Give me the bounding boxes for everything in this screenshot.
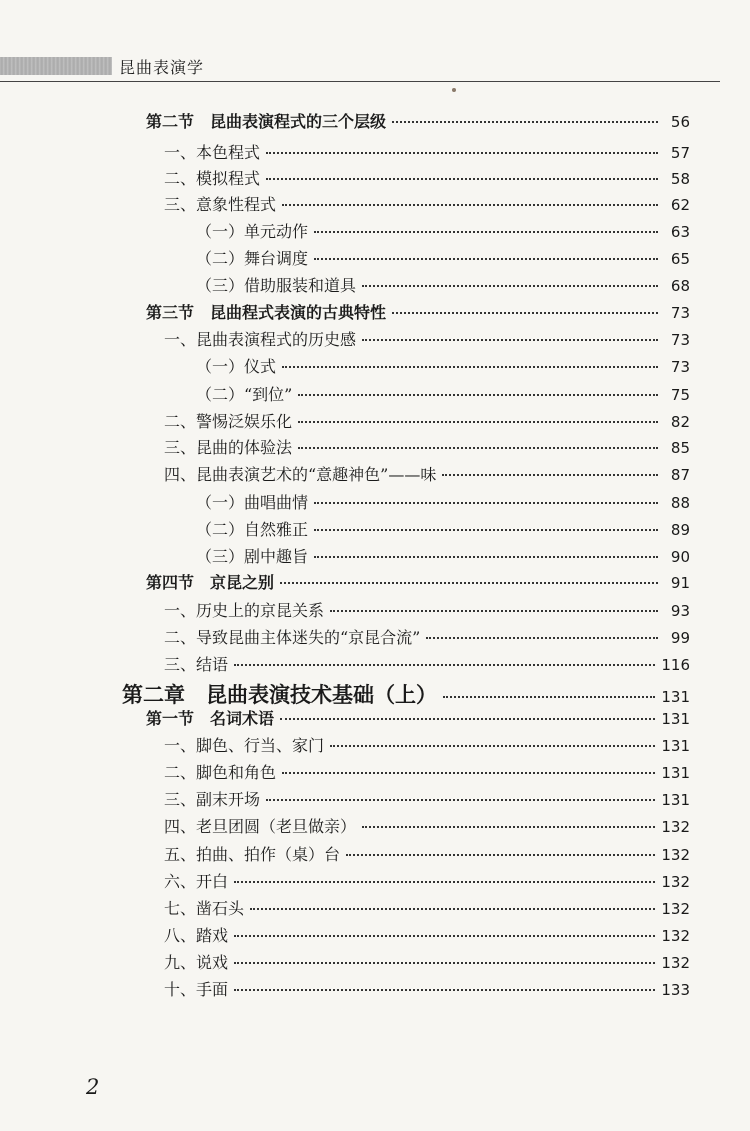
dot-leader	[362, 284, 658, 287]
toc-entry-label: 十、手面	[164, 980, 229, 999]
dot-leader	[443, 695, 655, 698]
toc-entry	[146, 300, 690, 326]
dot-leader	[266, 798, 655, 801]
toc-entry	[164, 462, 690, 488]
toc-entry-label: 三、意象性程式	[164, 195, 277, 214]
dot-leader	[362, 825, 655, 828]
toc-entry-label: 二、脚色和角色	[164, 763, 277, 782]
toc-entry-page: 88	[670, 494, 690, 512]
toc-entry-label: （二）“到位”	[196, 385, 293, 404]
dot-leader	[266, 151, 658, 154]
toc-entry-label: 第四节 京昆之别	[146, 573, 275, 592]
toc-entry	[146, 706, 690, 732]
toc-entry-label: 第一节 名词术语	[146, 709, 275, 728]
toc-entry-label: 五、拍曲、拍作（桌）台	[164, 845, 341, 864]
dot-leader	[314, 501, 658, 504]
toc-entry	[196, 544, 690, 570]
toc-entry	[196, 354, 690, 380]
toc-entry	[146, 570, 690, 596]
toc-entry-label: 一、历史上的京昆关系	[164, 601, 325, 620]
toc-entry	[164, 625, 690, 651]
toc-entry-page: 131	[661, 688, 690, 706]
dot-leader	[442, 473, 658, 476]
toc-entry	[196, 517, 690, 543]
toc-entry	[164, 787, 690, 813]
toc-entry	[164, 733, 690, 759]
toc-entry-label: 一、昆曲表演程式的历史感	[164, 330, 357, 349]
dot-leader	[314, 257, 658, 260]
dot-leader	[392, 311, 658, 314]
toc-entry-page: 91	[670, 574, 690, 592]
toc-entry-label: 九、说戏	[164, 953, 229, 972]
dot-leader	[234, 934, 655, 937]
dot-leader	[298, 446, 658, 449]
toc-entry-label: 四、老旦团圆（老旦做亲）	[164, 817, 357, 836]
toc-entry-label: 二、导致昆曲主体迷失的“京昆合流”	[164, 628, 421, 647]
dot-leader	[282, 771, 655, 774]
ink-dot	[452, 88, 456, 92]
toc-entry	[164, 166, 690, 192]
toc-entry	[164, 140, 690, 166]
toc-entry-page: 73	[670, 304, 690, 322]
toc-entry-page: 68	[670, 277, 690, 295]
toc-entry-page: 132	[661, 818, 690, 836]
running-header-title: 昆曲表演学	[119, 58, 205, 77]
dot-leader	[234, 663, 655, 666]
toc-entry-label: 一、本色程式	[164, 143, 261, 162]
toc-entry-label: 二、警惕泛娱乐化	[164, 412, 293, 431]
toc-entry-page: 63	[670, 223, 690, 241]
toc-entry-page: 132	[661, 954, 690, 972]
toc-entry-label: （二）自然雅正	[196, 520, 309, 539]
toc-entry-page: 56	[670, 113, 690, 131]
toc-entry	[164, 598, 690, 624]
toc-entry-page: 93	[670, 602, 690, 620]
page-number: 2	[86, 1075, 100, 1099]
toc-entry-page: 116	[661, 656, 690, 674]
toc-entry	[164, 977, 690, 1003]
toc-entry-page: 131	[661, 791, 690, 809]
toc-entry-label: 一、脚色、行当、家门	[164, 736, 325, 755]
toc-entry	[164, 760, 690, 786]
dot-leader	[280, 717, 655, 720]
toc-entry-page: 87	[670, 466, 690, 484]
toc-entry	[164, 327, 690, 353]
toc-entry	[164, 435, 690, 461]
toc-entry-page: 85	[670, 439, 690, 457]
dot-leader	[346, 853, 655, 856]
dot-leader	[314, 555, 658, 558]
toc-entry	[122, 679, 690, 705]
toc-entry	[164, 896, 690, 922]
toc-entry-label: 二、模拟程式	[164, 169, 261, 188]
toc-entry-label: 三、昆曲的体验法	[164, 438, 293, 457]
toc-entry-label: 第二节 昆曲表演程式的三个层级	[146, 112, 387, 131]
toc-entry-label: 六、开白	[164, 872, 229, 891]
toc-entry	[164, 814, 690, 840]
dot-leader	[234, 880, 655, 883]
toc-entry-page: 62	[670, 196, 690, 214]
dot-leader	[426, 636, 658, 639]
toc-entry-page: 57	[670, 144, 690, 162]
dot-leader	[250, 907, 655, 910]
toc-entry-label: （三）借助服装和道具	[196, 276, 357, 295]
toc-entry-label: （一）仪式	[196, 357, 277, 376]
dot-leader	[282, 203, 658, 206]
header-decoration-bar	[0, 57, 112, 75]
toc-entry-label: 第二章 昆曲表演技术基础（上）	[122, 682, 437, 707]
toc-entry	[164, 652, 690, 678]
toc-entry	[164, 409, 690, 435]
toc-entry-page: 99	[670, 629, 690, 647]
toc-entry-label: 第三节 昆曲程式表演的古典特性	[146, 303, 387, 322]
toc-entry-page: 132	[661, 846, 690, 864]
toc-entry-label: 八、踏戏	[164, 926, 229, 945]
toc-entry-page: 133	[661, 981, 690, 999]
toc-entry-label: 四、昆曲表演艺术的“意趣神色”——味	[164, 465, 437, 484]
toc-entry-page: 73	[670, 331, 690, 349]
toc-entry-label: 七、凿石头	[164, 899, 245, 918]
dot-leader	[392, 120, 658, 123]
toc-entry-page: 90	[670, 548, 690, 566]
dot-leader	[266, 177, 658, 180]
toc-entry	[196, 490, 690, 516]
dot-leader	[234, 961, 655, 964]
toc-entry-page: 58	[670, 170, 690, 188]
header-rule	[0, 81, 720, 82]
toc-entry-label: 三、副末开场	[164, 790, 261, 809]
toc-entry	[146, 109, 690, 135]
toc-entry	[164, 869, 690, 895]
toc-entry-page: 131	[661, 710, 690, 728]
dot-leader	[282, 365, 658, 368]
toc-entry	[196, 273, 690, 299]
toc-entry-page: 132	[661, 927, 690, 945]
toc-entry	[164, 192, 690, 218]
toc-entry	[164, 923, 690, 949]
toc-entry-page: 65	[670, 250, 690, 268]
toc-entry	[196, 382, 690, 408]
toc-entry	[196, 246, 690, 272]
dot-leader	[330, 744, 655, 747]
toc-entry-page: 73	[670, 358, 690, 376]
toc-entry-page: 82	[670, 413, 690, 431]
toc-entry-label: 三、结语	[164, 655, 229, 674]
toc-entry-page: 75	[670, 386, 690, 404]
toc-entry-page: 132	[661, 900, 690, 918]
toc-entry	[164, 842, 690, 868]
toc-entry	[164, 950, 690, 976]
dot-leader	[234, 988, 655, 991]
dot-leader	[362, 338, 658, 341]
dot-leader	[298, 420, 658, 423]
toc-entry-label: （一）曲唱曲情	[196, 493, 309, 512]
toc-entry-label: （二）舞台调度	[196, 249, 309, 268]
toc-entry-page: 131	[661, 737, 690, 755]
dot-leader	[280, 581, 658, 584]
toc-entry-label: （一）单元动作	[196, 222, 309, 241]
dot-leader	[314, 230, 658, 233]
toc-entry-label: （三）剧中趣旨	[196, 547, 309, 566]
dot-leader	[314, 528, 658, 531]
dot-leader	[330, 609, 658, 612]
dot-leader	[298, 393, 658, 396]
toc-entry	[196, 219, 690, 245]
toc-entry-page: 89	[670, 521, 690, 539]
toc-entry-page: 131	[661, 764, 690, 782]
toc-entry-page: 132	[661, 873, 690, 891]
